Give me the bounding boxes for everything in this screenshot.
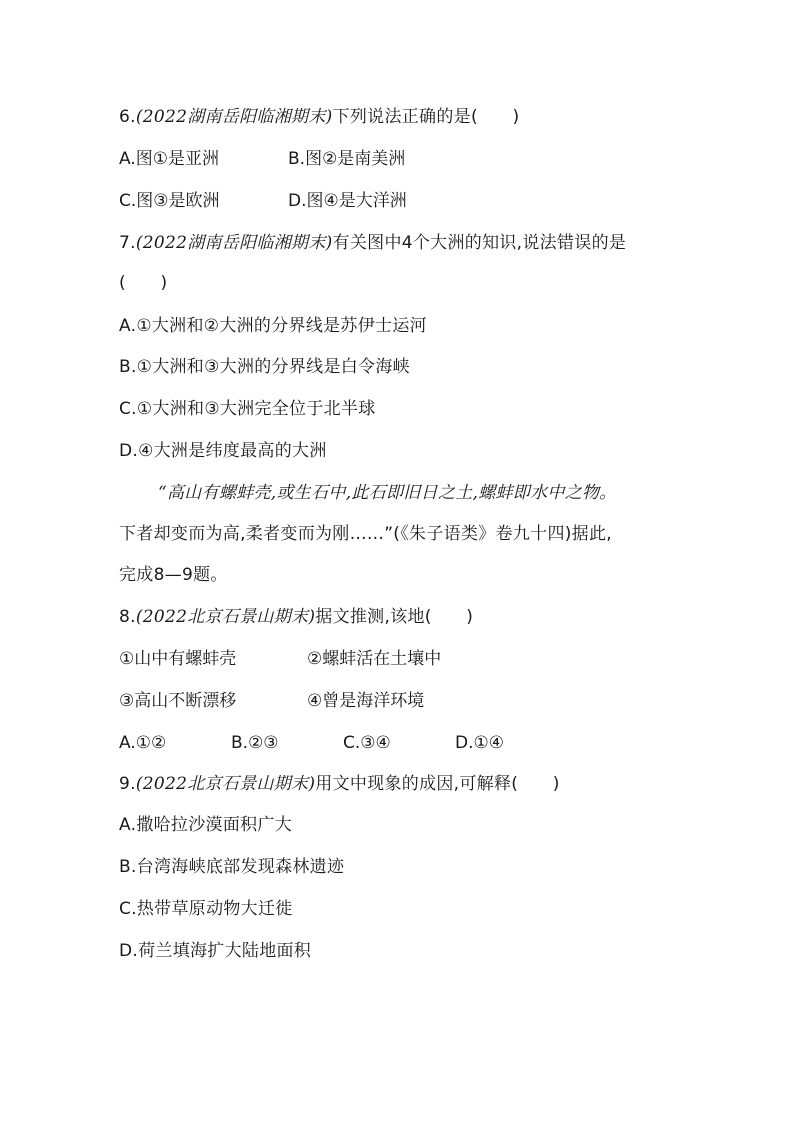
question-8 xyxy=(119,605,473,629)
question-source: (2022湖南岳阳临湘期末) xyxy=(135,107,333,127)
q9-option-d: D.荷兰填海扩大陆地面积 xyxy=(119,941,312,961)
q8-item-2: ②螺蚌活在土壤中 xyxy=(307,649,442,669)
question-source: (2022北京石景山期末) xyxy=(135,774,316,794)
q9-option-a: A.撒哈拉沙漠面积广大 xyxy=(119,815,293,835)
q8-option-c: C.③④ xyxy=(343,733,391,753)
question-source: (2022湖南岳阳临湘期末) xyxy=(135,233,333,253)
q8-item-3: ③高山不断漂移 xyxy=(119,691,237,711)
q9-option-c: C.热带草原动物大迁徙 xyxy=(119,899,293,919)
q8-option-b: B.②③ xyxy=(231,733,279,753)
q7-option-b: B.①大洲和③大洲的分界线是白令海峡 xyxy=(119,357,410,377)
question-stem: 据文推测,该地( ) xyxy=(315,607,474,627)
q7-option-c: C.①大洲和③大洲完全位于北半球 xyxy=(119,399,376,419)
question-number: 8. xyxy=(119,607,136,627)
passage-line-3: 完成8—9题。 xyxy=(119,565,228,585)
q8-item-1: ①山中有螺蚌壳 xyxy=(119,649,237,669)
q6-option-c: C.图③是欧洲 xyxy=(119,191,220,211)
q7-option-a: A.①大洲和②大洲的分界线是苏伊士运河 xyxy=(119,316,427,336)
question-number: 7. xyxy=(119,233,136,253)
question-number: 9. xyxy=(119,774,136,794)
question-7 xyxy=(119,231,626,255)
question-stem: 有关图中4个大洲的知识,说法错误的是 xyxy=(332,233,627,253)
q7-option-d: D.④大洲是纬度最高的大洲 xyxy=(119,441,327,461)
passage-line-2: 下者却变而为高,柔者变而为刚……”(《朱子语类》卷九十四)据此, xyxy=(119,524,612,544)
question-stem: 用文中现象的成因,可解释( ) xyxy=(315,774,560,794)
q8-option-a: A.①② xyxy=(119,733,167,753)
q9-option-b: B.台湾海峡底部发现森林遗迹 xyxy=(119,857,345,877)
question-number: 6. xyxy=(119,107,136,127)
question-stem: 下列说法正确的是( ) xyxy=(332,107,520,127)
question-source: (2022北京石景山期末) xyxy=(135,607,316,627)
q8-option-d: D.①④ xyxy=(455,733,504,753)
q8-item-4: ④曾是海洋环境 xyxy=(307,691,425,711)
question-9 xyxy=(119,772,560,796)
question-7-blank: ( ) xyxy=(119,273,168,293)
q6-option-b: B.图②是南美洲 xyxy=(288,149,406,169)
passage-line-1: “高山有螺蚌壳,或生石中,此石即旧日之土,螺蚌即水中之物。 xyxy=(158,483,617,503)
q6-option-a: A.图①是亚洲 xyxy=(119,149,219,169)
q6-option-d: D.图④是大洋洲 xyxy=(288,191,407,211)
question-6 xyxy=(119,105,519,129)
